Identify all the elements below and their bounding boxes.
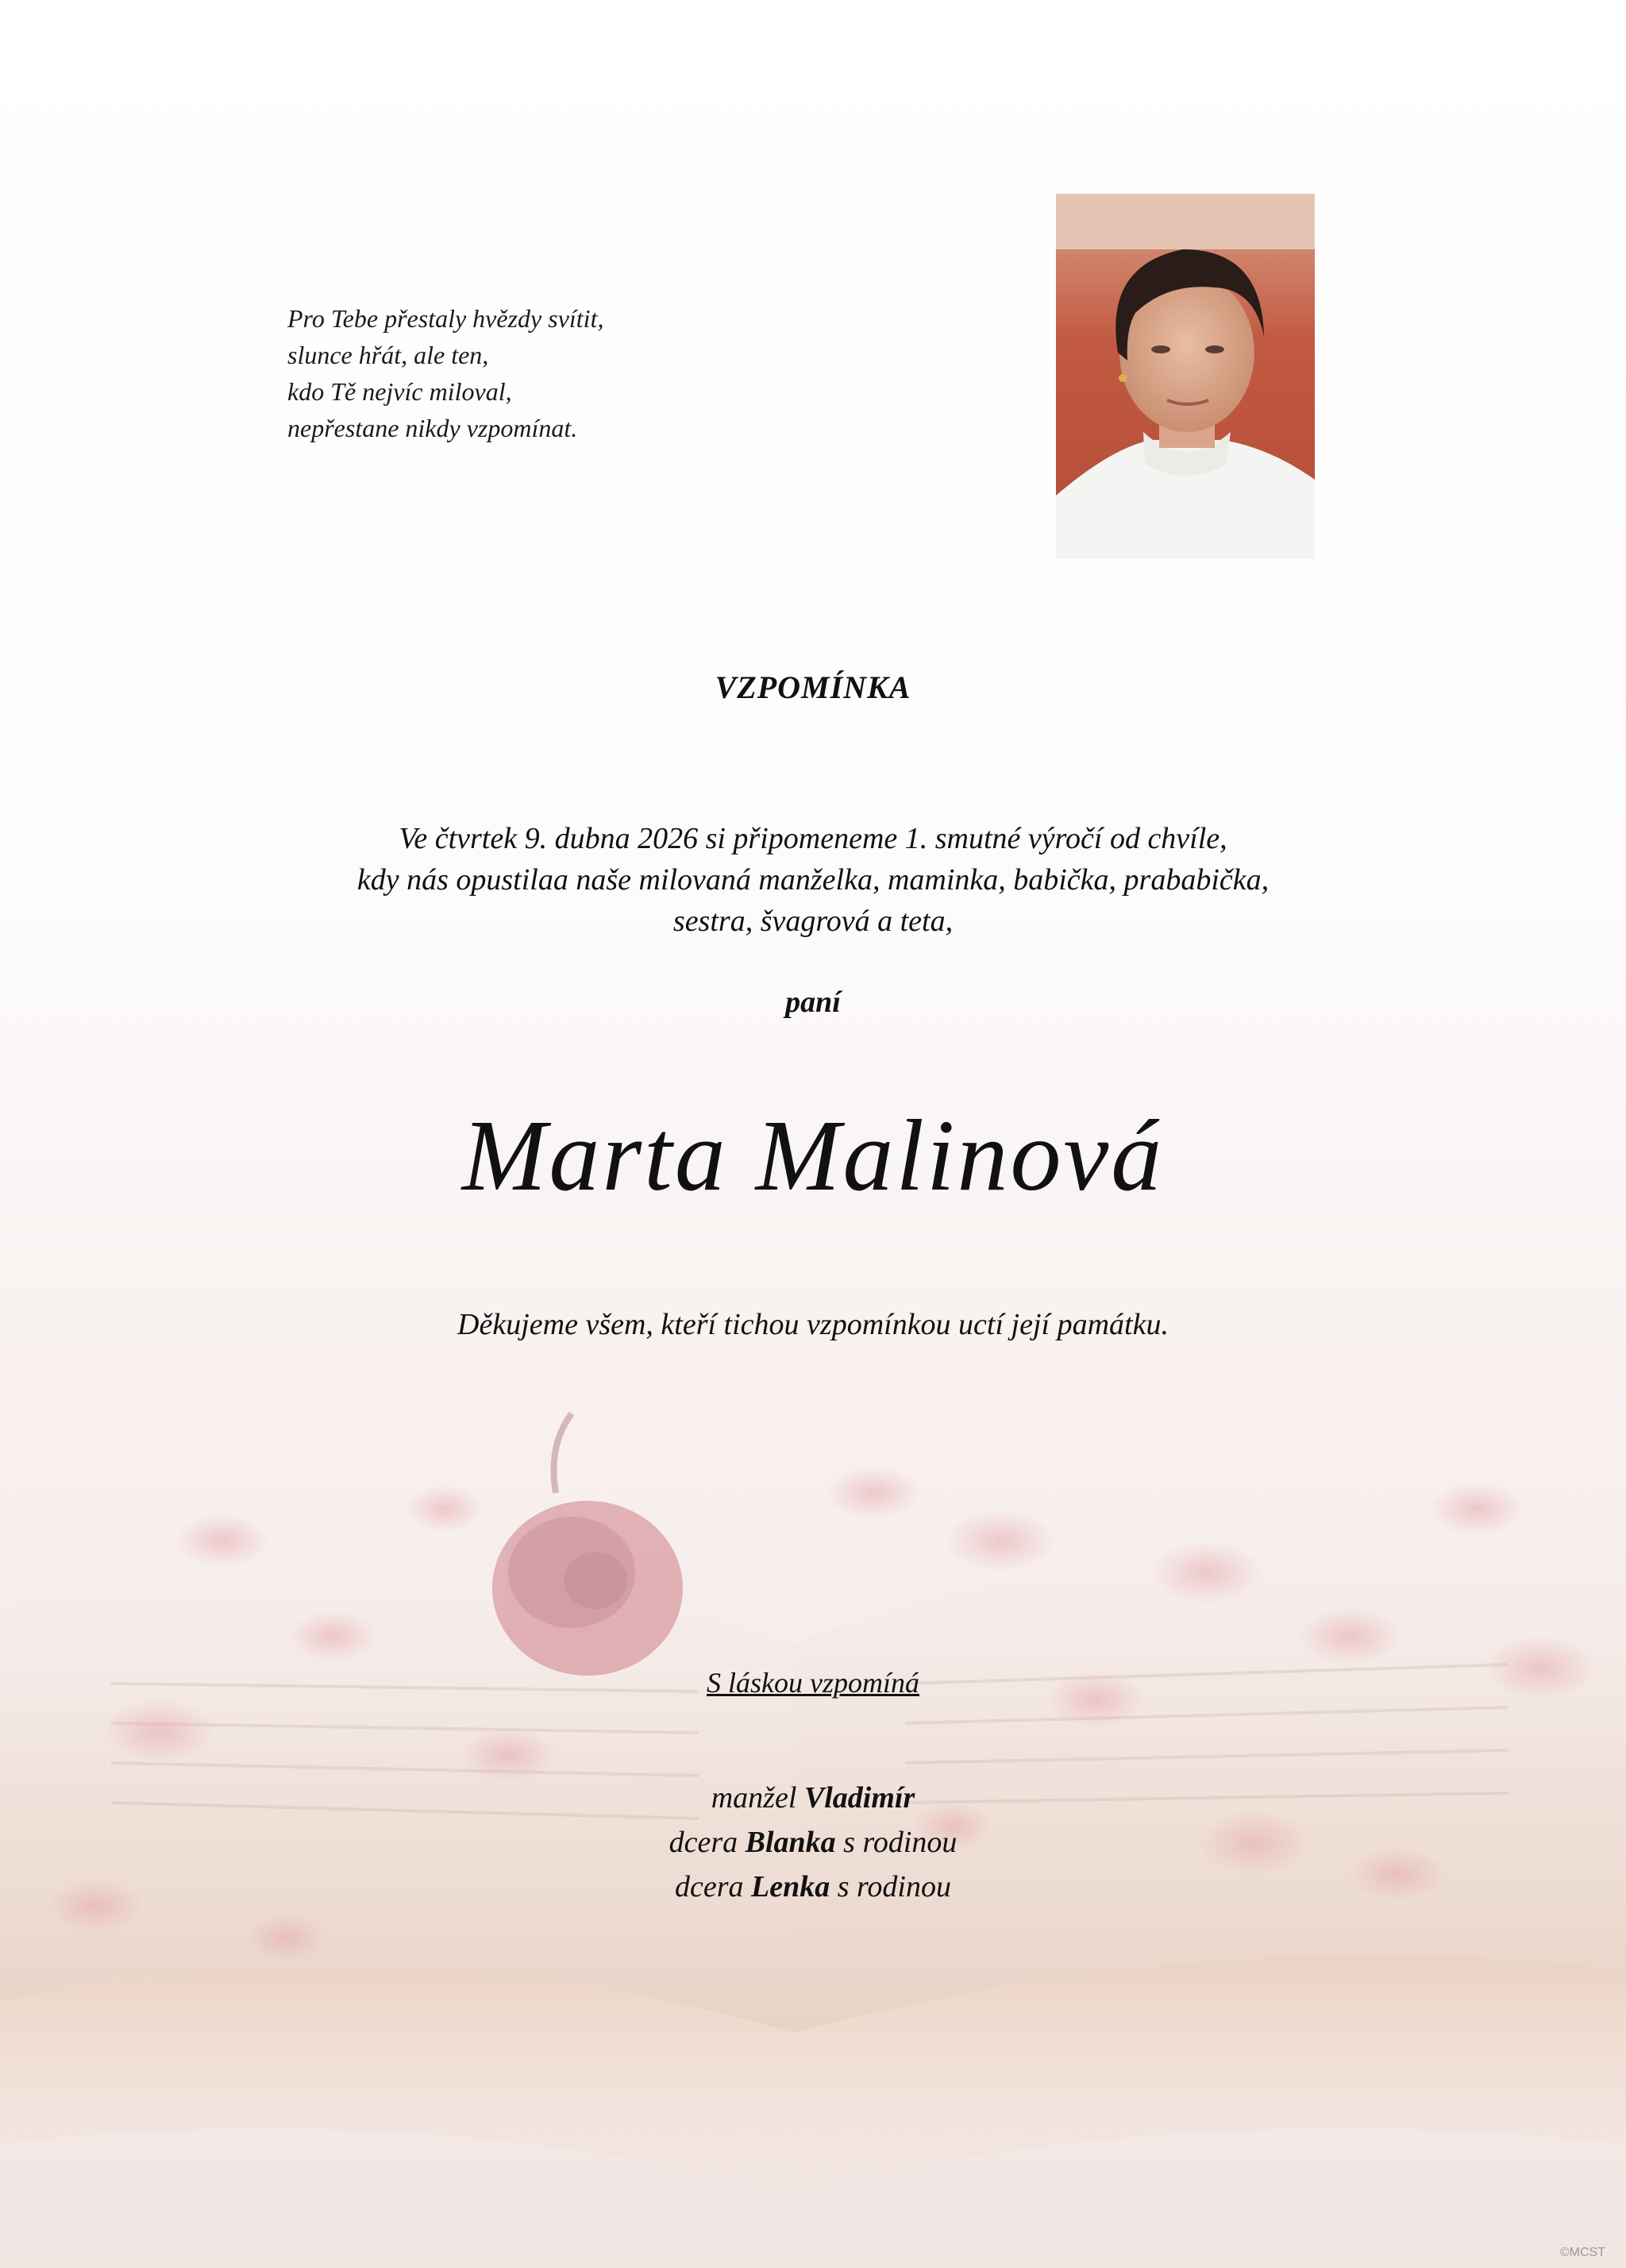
mourner-name: Vladimír — [803, 1781, 915, 1815]
mourner-relation: manžel — [711, 1781, 797, 1815]
mourner-row — [0, 1820, 1626, 1865]
mourner-name: Lenka — [751, 1870, 830, 1904]
deceased-name: Marta Malinová — [461, 1099, 1165, 1212]
copyright-mark: ©MCST — [1559, 2246, 1605, 2259]
portrait-photo — [1056, 194, 1315, 559]
honorific: paní — [785, 986, 841, 1019]
announcement-line: Ve čtvrtek 9. dubna 2026 si připomeneme 1. smutné výročí od chvíle, — [399, 822, 1227, 855]
mourner-suffix: s rodinou — [837, 1870, 951, 1904]
poem-line: kdo Tě nejvíc miloval, — [287, 377, 512, 406]
mourner-suffix: s rodinou — [843, 1826, 957, 1859]
memorial-poem — [287, 300, 780, 446]
anniversary-announcement — [178, 818, 1448, 942]
thanks-message: Děkujeme všem, kteří tichou vzpomínkou uctí její památku. — [457, 1308, 1169, 1341]
mourner-row — [0, 1865, 1626, 1909]
mourner-relation: dcera — [669, 1826, 738, 1859]
mourner-name: Blanka — [745, 1826, 836, 1859]
poem-line: Pro Tebe přestaly hvězdy svítit, — [287, 304, 604, 333]
poem-line: nepřestane nikdy vzpomínat. — [287, 414, 578, 442]
mourner-relation: dcera — [675, 1870, 744, 1904]
memorial-heading: VZPOMÍNKA — [715, 669, 911, 705]
announcement-line: kdy nás opustilaa naše milovaná manželka, maminka, babička, prababička, — [356, 863, 1270, 897]
mourners-list — [0, 1776, 1626, 1909]
announcement-line: sestra, švagrová a teta, — [672, 904, 954, 938]
mourner-row — [0, 1776, 1626, 1820]
poem-line: slunce hřát, ale ten, — [287, 341, 489, 369]
portrait-photo-image — [1056, 194, 1315, 559]
remembrance-label: S láskou vzpomíná — [707, 1667, 919, 1699]
